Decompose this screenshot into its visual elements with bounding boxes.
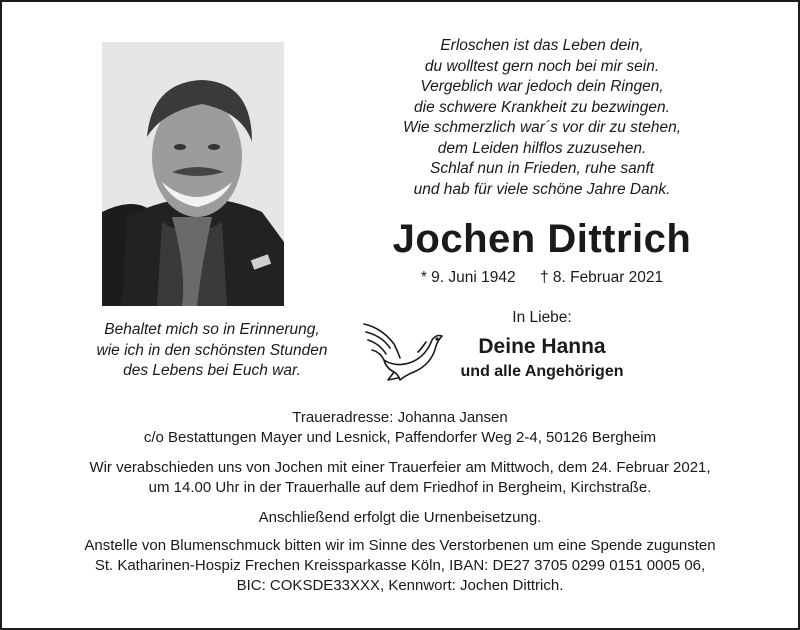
donation-line: BIC: COKSDE33XXX, Kennwort: Jochen Dittrich.	[236, 577, 564, 594]
donation-info	[22, 536, 778, 596]
address-line: Traueradresse: Johanna Jansen	[292, 409, 508, 426]
portrait-photo	[102, 42, 284, 306]
donation-line: St. Katharinen-Hospiz Frechen Kreissparkasse Köln, IBAN: DE27 3705 0299 0151 0005 06,	[94, 557, 706, 574]
poem-line: die schwere Krankheit zu bezwingen.	[414, 98, 670, 116]
signature-main: Deine Hanna	[478, 335, 606, 358]
poem-line: und hab für viele schöne Jahre Dank.	[413, 180, 671, 198]
urn-burial-info	[22, 508, 778, 528]
poem-line: Schlaf nun in Frieden, ruhe sanft	[429, 160, 655, 177]
motto-line: wie ich in den schönsten Stunden	[96, 341, 328, 359]
life-dates	[362, 268, 722, 288]
motto-line: Behaltet mich so in Erinnerung,	[104, 321, 320, 338]
ceremony-line: Wir verabschieden uns von Jochen mit einer Trauerfeier am Mittwoch, dem 24. Februar 2021,	[89, 459, 711, 476]
poem-line: dem Leiden hilflos zuzusehen.	[437, 139, 647, 157]
signature-intro: In Liebe:	[512, 309, 572, 326]
address-line: c/o Bestattungen Mayer und Lesnick, Paffendorfer Weg 2-4, 50126 Bergheim	[143, 429, 657, 446]
memorial-motto	[62, 320, 362, 382]
mourning-address	[22, 408, 778, 448]
birth-date: * 9. Juni 1942	[420, 269, 516, 286]
ceremony-info	[22, 458, 778, 498]
death-date: † 8. Februar 2021	[539, 269, 664, 286]
poem-line: Erloschen ist das Leben dein,	[440, 37, 644, 54]
urn-line: Anschließend erfolgt die Urnenbeisetzung.	[258, 509, 542, 526]
donation-line: Anstelle von Blumenschmuck bitten wir im Sinne des Verstorbenen um eine Spende zugunsten	[84, 537, 716, 554]
ceremony-line: um 14.00 Uhr in der Trauerhalle auf dem Friedhof in Bergheim, Kirchstraße.	[148, 479, 652, 496]
poem-line: Wie schmerzlich war´s vor dir zu stehen,	[402, 119, 682, 136]
poem-line: du wolltest gern noch bei mir sein.	[424, 57, 660, 75]
deceased-name: Jochen Dittrich	[392, 217, 692, 261]
motto-line: des Lebens bei Euch war.	[123, 362, 301, 379]
signature-sub: und alle Angehörigen	[460, 363, 624, 380]
poem-line: Vergeblich war jedoch dein Ringen,	[420, 78, 664, 95]
poem	[362, 36, 722, 200]
